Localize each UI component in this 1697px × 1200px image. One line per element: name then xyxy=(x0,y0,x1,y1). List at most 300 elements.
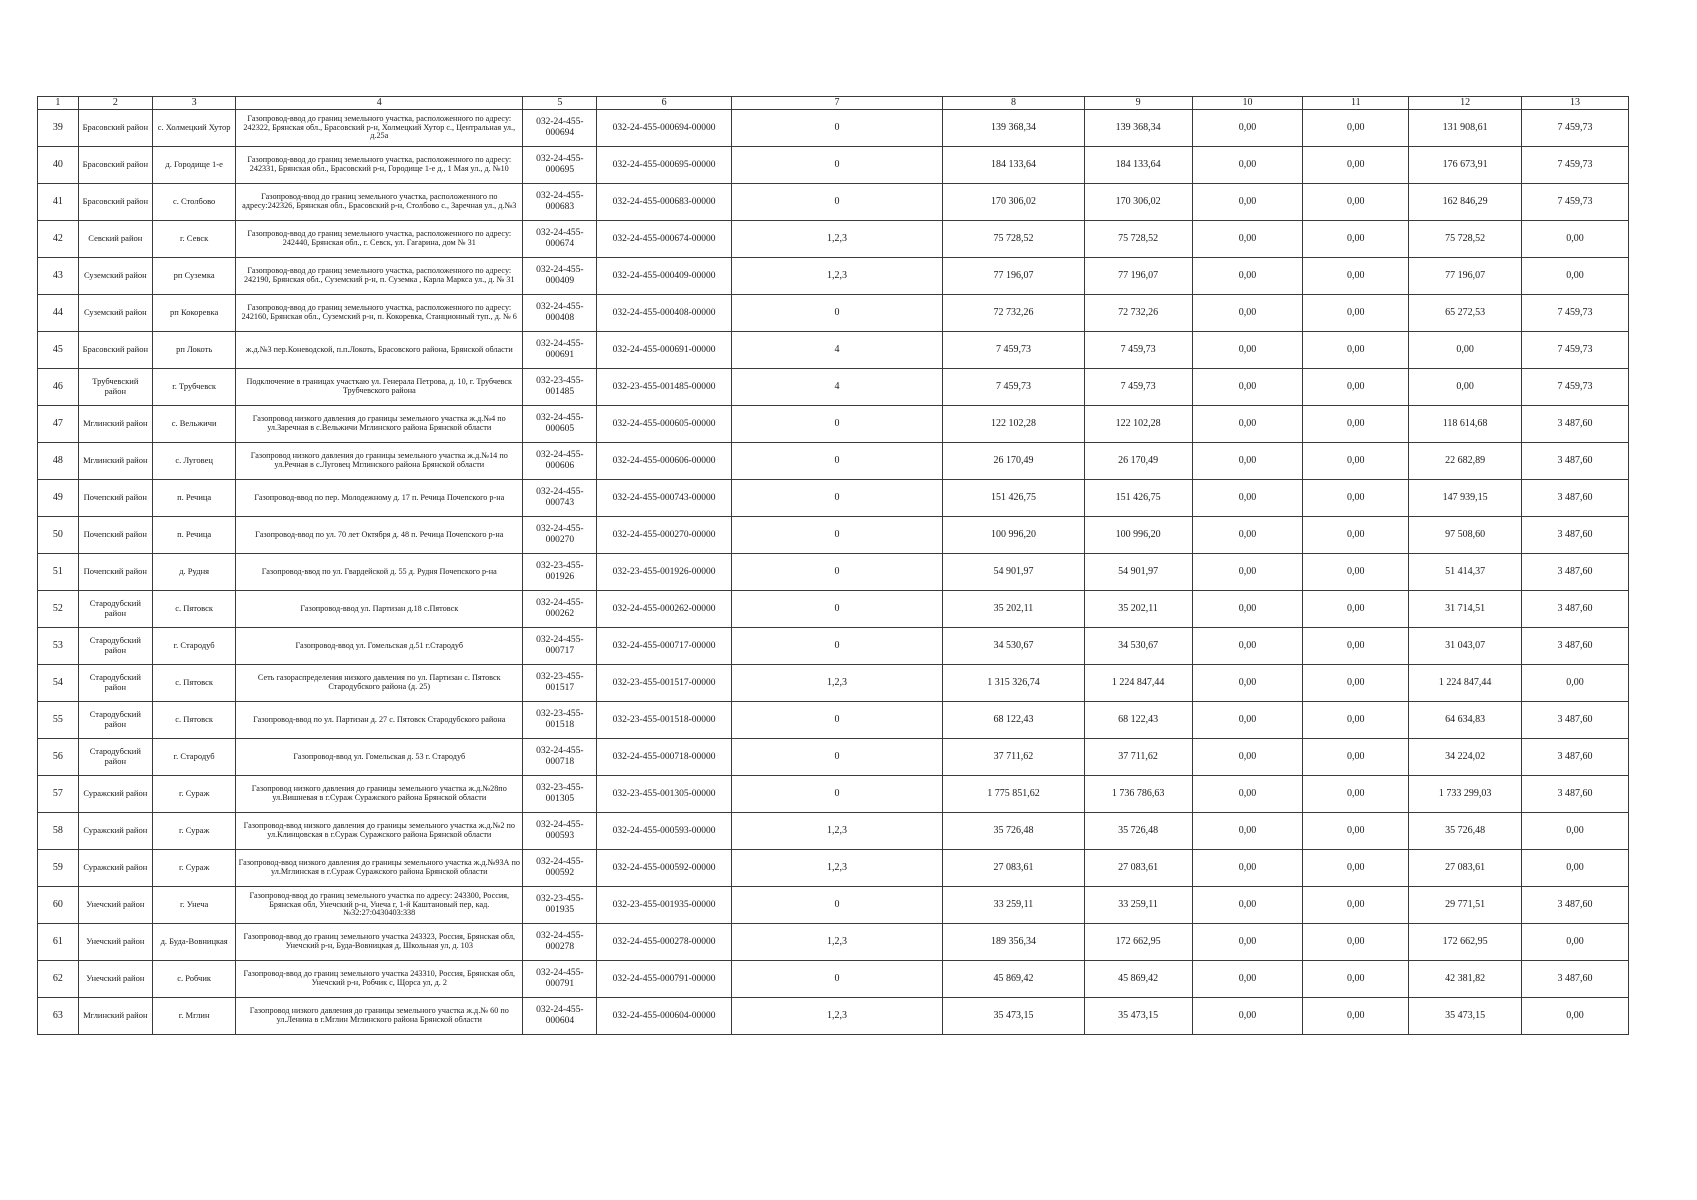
amount-cell: 7 459,73 xyxy=(1084,369,1192,406)
inventory-number-cell: 032-24-455-000717 xyxy=(523,628,597,665)
group-code-cell: 1,2,3 xyxy=(731,924,943,961)
amount-cell: 0,00 xyxy=(1303,591,1409,628)
amount-cell: 0,00 xyxy=(1192,221,1303,258)
object-code-cell: 032-24-455-000683-00000 xyxy=(597,184,731,221)
amount-cell: 151 426,75 xyxy=(943,480,1084,517)
amount-cell: 0,00 xyxy=(1192,147,1303,184)
amount-cell: 0,00 xyxy=(1192,406,1303,443)
amount-cell: 189 356,34 xyxy=(943,924,1084,961)
locality-cell: с. Пятовск xyxy=(152,591,235,628)
amount-cell: 22 682,89 xyxy=(1409,443,1522,480)
amount-cell: 45 869,42 xyxy=(943,961,1084,998)
amount-cell: 0,00 xyxy=(1192,887,1303,924)
amount-cell: 118 614,68 xyxy=(1409,406,1522,443)
amount-cell: 0,00 xyxy=(1522,221,1629,258)
object-description-cell: Газопровод-ввод до границ земельного участка, расположенного по адресу: 242322, Брянская обл., Брасовский р-н, Холмецкий Хутор с., Центральная ул., д.25а xyxy=(236,110,523,147)
object-code-cell: 032-24-455-000691-00000 xyxy=(597,332,731,369)
amount-cell: 172 662,95 xyxy=(1409,924,1522,961)
amount-cell: 0,00 xyxy=(1522,924,1629,961)
amount-cell: 0,00 xyxy=(1303,110,1409,147)
object-code-cell: 032-23-455-001517-00000 xyxy=(597,665,731,702)
district-cell: Стародубский район xyxy=(78,702,152,739)
table-row xyxy=(38,258,1629,295)
district-cell: Стародубский район xyxy=(78,591,152,628)
amount-cell: 0,00 xyxy=(1192,628,1303,665)
amount-cell: 0,00 xyxy=(1303,480,1409,517)
row-number-cell: 45 xyxy=(38,332,79,369)
locality-cell: с. Робчик xyxy=(152,961,235,998)
amount-cell: 0,00 xyxy=(1192,295,1303,332)
amount-cell: 0,00 xyxy=(1522,998,1629,1035)
group-code-cell: 0 xyxy=(731,554,943,591)
inventory-number-cell: 032-24-455-000674 xyxy=(523,221,597,258)
amount-cell: 0,00 xyxy=(1192,813,1303,850)
object-code-cell: 032-23-455-001926-00000 xyxy=(597,554,731,591)
amount-cell: 27 083,61 xyxy=(943,850,1084,887)
amount-cell: 35 473,15 xyxy=(943,998,1084,1035)
object-description-cell: Газопровод-ввод ул. Партизан д.18 с.Пятовск xyxy=(236,591,523,628)
amount-cell: 64 634,83 xyxy=(1409,702,1522,739)
amount-cell: 139 368,34 xyxy=(1084,110,1192,147)
amount-cell: 3 487,60 xyxy=(1522,739,1629,776)
amount-cell: 122 102,28 xyxy=(1084,406,1192,443)
amount-cell: 3 487,60 xyxy=(1522,406,1629,443)
object-description-cell: Газопровод-ввод до границ земельного участка, расположенного по адресу: 242440, Брянская обл., г. Севск, ул. Гагарина, дом № 31 xyxy=(236,221,523,258)
inventory-number-cell: 032-24-455-000408 xyxy=(523,295,597,332)
amount-cell: 100 996,20 xyxy=(943,517,1084,554)
object-code-cell: 032-24-455-000695-00000 xyxy=(597,147,731,184)
row-number-cell: 54 xyxy=(38,665,79,702)
amount-cell: 35 202,11 xyxy=(943,591,1084,628)
inventory-number-cell: 032-23-455-001517 xyxy=(523,665,597,702)
amount-cell: 176 673,91 xyxy=(1409,147,1522,184)
amount-cell: 3 487,60 xyxy=(1522,480,1629,517)
district-cell: Суражский район xyxy=(78,776,152,813)
amount-cell: 0,00 xyxy=(1192,480,1303,517)
inventory-number-cell: 032-24-455-000743 xyxy=(523,480,597,517)
inventory-number-cell: 032-24-455-000694 xyxy=(523,110,597,147)
amount-cell: 0,00 xyxy=(1303,554,1409,591)
object-code-cell: 032-24-455-000717-00000 xyxy=(597,628,731,665)
locality-cell: г. Сураж xyxy=(152,776,235,813)
locality-cell: рп Суземка xyxy=(152,258,235,295)
row-number-cell: 57 xyxy=(38,776,79,813)
table-row xyxy=(38,184,1629,221)
locality-cell: г. Сураж xyxy=(152,813,235,850)
district-cell: Мглинский район xyxy=(78,406,152,443)
amount-cell: 0,00 xyxy=(1522,258,1629,295)
group-code-cell: 0 xyxy=(731,184,943,221)
object-description-cell: Газопровод-ввод до границ земельного участка 243323, Россия, Брянская обл, Унечский р-н, Буда-Вовницкая д, Школьная ул, д. 103 xyxy=(236,924,523,961)
row-number-cell: 63 xyxy=(38,998,79,1035)
locality-cell: г. Мглин xyxy=(152,998,235,1035)
amount-cell: 27 083,61 xyxy=(1409,850,1522,887)
row-number-cell: 56 xyxy=(38,739,79,776)
district-cell: Стародубский район xyxy=(78,628,152,665)
table-row xyxy=(38,295,1629,332)
table-row xyxy=(38,147,1629,184)
amount-cell: 0,00 xyxy=(1192,517,1303,554)
object-code-cell: 032-24-455-000408-00000 xyxy=(597,295,731,332)
amount-cell: 0,00 xyxy=(1303,332,1409,369)
column-header: 3 xyxy=(152,97,235,110)
locality-cell: г. Унеча xyxy=(152,887,235,924)
object-description-cell: Газопровод-ввод до границ земельного участка по адресу: 243300, Россия, Брянская обл, Унечский р-н, Унеча г, 1-й Каштановый пер, кад. №32:27:0430403:338 xyxy=(236,887,523,924)
locality-cell: г. Стародуб xyxy=(152,628,235,665)
amount-cell: 0,00 xyxy=(1303,258,1409,295)
amount-cell: 122 102,28 xyxy=(943,406,1084,443)
amount-cell: 0,00 xyxy=(1192,702,1303,739)
amount-cell: 0,00 xyxy=(1409,332,1522,369)
column-header: 5 xyxy=(523,97,597,110)
row-number-cell: 47 xyxy=(38,406,79,443)
row-number-cell: 62 xyxy=(38,961,79,998)
amount-cell: 37 711,62 xyxy=(943,739,1084,776)
inventory-number-cell: 032-24-455-000270 xyxy=(523,517,597,554)
amount-cell: 0,00 xyxy=(1303,813,1409,850)
locality-cell: рп Локоть xyxy=(152,332,235,369)
district-cell: Суземский район xyxy=(78,258,152,295)
amount-cell: 0,00 xyxy=(1192,850,1303,887)
amount-cell: 151 426,75 xyxy=(1084,480,1192,517)
amount-cell: 139 368,34 xyxy=(943,110,1084,147)
amount-cell: 51 414,37 xyxy=(1409,554,1522,591)
district-cell: Брасовский район xyxy=(78,184,152,221)
object-description-cell: Газопровод-ввод до границ земельного участка, расположенного по адресу: 242190, Брянская обл., Суземский р-н, п. Суземка , Карла Маркса ул., д. № 31 xyxy=(236,258,523,295)
locality-cell: г. Трубчевск xyxy=(152,369,235,406)
column-header: 7 xyxy=(731,97,943,110)
locality-cell: д. Рудня xyxy=(152,554,235,591)
district-cell: Суражский район xyxy=(78,813,152,850)
column-header: 2 xyxy=(78,97,152,110)
row-number-cell: 52 xyxy=(38,591,79,628)
object-description-cell: Газопровод-ввод до границ земельного участка, расположенного по адресу:242326, Брянская обл., Брасовский р-н, Столбово с., Заречная ул., д.№3 xyxy=(236,184,523,221)
column-header: 12 xyxy=(1409,97,1522,110)
group-code-cell: 0 xyxy=(731,702,943,739)
amount-cell: 0,00 xyxy=(1192,332,1303,369)
district-cell: Почепский район xyxy=(78,517,152,554)
group-code-cell: 0 xyxy=(731,406,943,443)
inventory-number-cell: 032-24-455-000791 xyxy=(523,961,597,998)
inventory-number-cell: 032-24-455-000593 xyxy=(523,813,597,850)
object-description-cell: ж.д.№3 пер.Коневодской, п.п.Локоть, Брасовского района, Брянской области xyxy=(236,332,523,369)
inventory-number-cell: 032-24-455-000278 xyxy=(523,924,597,961)
object-description-cell: Подключение в границах участкаю ул. Генерала Петрова, д. 10, г. Трубчевск Трубчевского района xyxy=(236,369,523,406)
amount-cell: 3 487,60 xyxy=(1522,591,1629,628)
amount-cell: 0,00 xyxy=(1303,850,1409,887)
table-row xyxy=(38,776,1629,813)
amount-cell: 75 728,52 xyxy=(1084,221,1192,258)
amount-cell: 7 459,73 xyxy=(943,332,1084,369)
amount-cell: 68 122,43 xyxy=(1084,702,1192,739)
group-code-cell: 1,2,3 xyxy=(731,665,943,702)
amount-cell: 184 133,64 xyxy=(1084,147,1192,184)
locality-cell: г. Сураж xyxy=(152,850,235,887)
amount-cell: 29 771,51 xyxy=(1409,887,1522,924)
row-number-cell: 50 xyxy=(38,517,79,554)
amount-cell: 77 196,07 xyxy=(943,258,1084,295)
amount-cell: 3 487,60 xyxy=(1522,628,1629,665)
row-number-cell: 39 xyxy=(38,110,79,147)
amount-cell: 0,00 xyxy=(1522,850,1629,887)
amount-cell: 77 196,07 xyxy=(1409,258,1522,295)
inventory-number-cell: 032-23-455-001935 xyxy=(523,887,597,924)
table-row xyxy=(38,924,1629,961)
table-row xyxy=(38,850,1629,887)
amount-cell: 0,00 xyxy=(1192,591,1303,628)
amount-cell: 0,00 xyxy=(1192,776,1303,813)
amount-cell: 170 306,02 xyxy=(943,184,1084,221)
amount-cell: 0,00 xyxy=(1303,998,1409,1035)
column-header: 9 xyxy=(1084,97,1192,110)
amount-cell: 0,00 xyxy=(1303,369,1409,406)
amount-cell: 54 901,97 xyxy=(1084,554,1192,591)
row-number-cell: 41 xyxy=(38,184,79,221)
amount-cell: 72 732,26 xyxy=(1084,295,1192,332)
locality-cell: с. Вельжичи xyxy=(152,406,235,443)
amount-cell: 1 736 786,63 xyxy=(1084,776,1192,813)
inventory-number-cell: 032-24-455-000409 xyxy=(523,258,597,295)
row-number-cell: 55 xyxy=(38,702,79,739)
locality-cell: с. Пятовск xyxy=(152,702,235,739)
amount-cell: 0,00 xyxy=(1303,665,1409,702)
object-description-cell: Газопровод-ввод по ул. 70 лет Октября д. 48 п. Речица Почепского р-на xyxy=(236,517,523,554)
district-cell: Почепский район xyxy=(78,480,152,517)
row-number-cell: 48 xyxy=(38,443,79,480)
amount-cell: 3 487,60 xyxy=(1522,554,1629,591)
table-body xyxy=(38,110,1629,1035)
header-row xyxy=(38,97,1629,110)
object-code-cell: 032-23-455-001485-00000 xyxy=(597,369,731,406)
group-code-cell: 1,2,3 xyxy=(731,998,943,1035)
amount-cell: 45 869,42 xyxy=(1084,961,1192,998)
row-number-cell: 51 xyxy=(38,554,79,591)
table-row xyxy=(38,998,1629,1035)
amount-cell: 3 487,60 xyxy=(1522,443,1629,480)
row-number-cell: 58 xyxy=(38,813,79,850)
amount-cell: 0,00 xyxy=(1303,739,1409,776)
amount-cell: 0,00 xyxy=(1303,961,1409,998)
amount-cell: 0,00 xyxy=(1192,369,1303,406)
table-row xyxy=(38,887,1629,924)
locality-cell: г. Стародуб xyxy=(152,739,235,776)
amount-cell: 7 459,73 xyxy=(1084,332,1192,369)
table-row xyxy=(38,813,1629,850)
object-code-cell: 032-24-455-000604-00000 xyxy=(597,998,731,1035)
locality-cell: п. Речица xyxy=(152,480,235,517)
object-code-cell: 032-24-455-000606-00000 xyxy=(597,443,731,480)
group-code-cell: 4 xyxy=(731,369,943,406)
row-number-cell: 60 xyxy=(38,887,79,924)
row-number-cell: 43 xyxy=(38,258,79,295)
amount-cell: 3 487,60 xyxy=(1522,887,1629,924)
inventory-number-cell: 032-23-455-001485 xyxy=(523,369,597,406)
inventory-number-cell: 032-24-455-000683 xyxy=(523,184,597,221)
object-description-cell: Газопровод низкого давления до границы земельного участка ж.д.№28по ул.Вишневая в г.Сураж Суражского района Брянской области xyxy=(236,776,523,813)
object-code-cell: 032-24-455-000674-00000 xyxy=(597,221,731,258)
district-cell: Стародубский район xyxy=(78,739,152,776)
column-header: 1 xyxy=(38,97,79,110)
district-cell: Мглинский район xyxy=(78,443,152,480)
amount-cell: 42 381,82 xyxy=(1409,961,1522,998)
amount-cell: 77 196,07 xyxy=(1084,258,1192,295)
amount-cell: 7 459,73 xyxy=(1522,184,1629,221)
table-row xyxy=(38,406,1629,443)
locality-cell: с. Луговец xyxy=(152,443,235,480)
district-cell: Брасовский район xyxy=(78,110,152,147)
table-row xyxy=(38,739,1629,776)
amount-cell: 3 487,60 xyxy=(1522,961,1629,998)
amount-cell: 3 487,60 xyxy=(1522,776,1629,813)
group-code-cell: 0 xyxy=(731,517,943,554)
amount-cell: 34 530,67 xyxy=(1084,628,1192,665)
amount-cell: 1 775 851,62 xyxy=(943,776,1084,813)
amount-cell: 147 939,15 xyxy=(1409,480,1522,517)
group-code-cell: 1,2,3 xyxy=(731,850,943,887)
amount-cell: 0,00 xyxy=(1192,443,1303,480)
amount-cell: 37 711,62 xyxy=(1084,739,1192,776)
group-code-cell: 1,2,3 xyxy=(731,813,943,850)
amount-cell: 172 662,95 xyxy=(1084,924,1192,961)
inventory-number-cell: 032-24-455-000604 xyxy=(523,998,597,1035)
object-code-cell: 032-24-455-000278-00000 xyxy=(597,924,731,961)
amount-cell: 1 733 299,03 xyxy=(1409,776,1522,813)
locality-cell: с. Пятовск xyxy=(152,665,235,702)
object-description-cell: Газопровод-ввод ул. Гомельская д. 53 г. Стародуб xyxy=(236,739,523,776)
amount-cell: 0,00 xyxy=(1192,665,1303,702)
amount-cell: 0,00 xyxy=(1303,221,1409,258)
amount-cell: 0,00 xyxy=(1303,295,1409,332)
amount-cell: 0,00 xyxy=(1303,702,1409,739)
amount-cell: 184 133,64 xyxy=(943,147,1084,184)
amount-cell: 7 459,73 xyxy=(1522,369,1629,406)
object-description-cell: Газопровод-ввод по пер. Молодежному д. 17 п. Речица Почепского р-на xyxy=(236,480,523,517)
amount-cell: 26 170,49 xyxy=(943,443,1084,480)
amount-cell: 65 272,53 xyxy=(1409,295,1522,332)
column-header: 6 xyxy=(597,97,731,110)
inventory-number-cell: 032-24-455-000606 xyxy=(523,443,597,480)
amount-cell: 0,00 xyxy=(1192,110,1303,147)
table-row xyxy=(38,221,1629,258)
object-description-cell: Газопровод-ввод низкого давления до границы земельного участка ж.д.№93А по ул.Мглинская в г.Сураж Суражского района Брянской области xyxy=(236,850,523,887)
amount-cell: 34 224,02 xyxy=(1409,739,1522,776)
district-cell: Брасовский район xyxy=(78,147,152,184)
amount-cell: 170 306,02 xyxy=(1084,184,1192,221)
amount-cell: 27 083,61 xyxy=(1084,850,1192,887)
amount-cell: 131 908,61 xyxy=(1409,110,1522,147)
object-description-cell: Газопровод-ввод до границ земельного участка, расположенного по адресу: 242331, Брянская обл., Брасовский р-н, Городище 1-е д., 1 Мая ул., д. №10 xyxy=(236,147,523,184)
column-header: 10 xyxy=(1192,97,1303,110)
amount-cell: 54 901,97 xyxy=(943,554,1084,591)
amount-cell: 3 487,60 xyxy=(1522,702,1629,739)
group-code-cell: 1,2,3 xyxy=(731,221,943,258)
amount-cell: 35 726,48 xyxy=(1084,813,1192,850)
amount-cell: 0,00 xyxy=(1303,184,1409,221)
inventory-number-cell: 032-23-455-001305 xyxy=(523,776,597,813)
inventory-number-cell: 032-24-455-000695 xyxy=(523,147,597,184)
table-row xyxy=(38,665,1629,702)
group-code-cell: 0 xyxy=(731,739,943,776)
table-row xyxy=(38,369,1629,406)
amount-cell: 0,00 xyxy=(1192,924,1303,961)
object-code-cell: 032-24-455-000743-00000 xyxy=(597,480,731,517)
row-number-cell: 40 xyxy=(38,147,79,184)
district-cell: Унечский район xyxy=(78,887,152,924)
amount-cell: 1 315 326,74 xyxy=(943,665,1084,702)
amount-cell: 68 122,43 xyxy=(943,702,1084,739)
district-cell: Брасовский район xyxy=(78,332,152,369)
inventory-number-cell: 032-24-455-000262 xyxy=(523,591,597,628)
object-code-cell: 032-24-455-000270-00000 xyxy=(597,517,731,554)
inventory-number-cell: 032-23-455-001926 xyxy=(523,554,597,591)
amount-cell: 75 728,52 xyxy=(1409,221,1522,258)
table-row xyxy=(38,554,1629,591)
table-row xyxy=(38,961,1629,998)
amount-cell: 0,00 xyxy=(1303,924,1409,961)
group-code-cell: 4 xyxy=(731,332,943,369)
group-code-cell: 0 xyxy=(731,443,943,480)
table-row xyxy=(38,332,1629,369)
column-header: 13 xyxy=(1522,97,1629,110)
table-row xyxy=(38,110,1629,147)
amount-cell: 7 459,73 xyxy=(1522,147,1629,184)
object-code-cell: 032-24-455-000409-00000 xyxy=(597,258,731,295)
locality-cell: д. Городище 1-е xyxy=(152,147,235,184)
group-code-cell: 0 xyxy=(731,887,943,924)
locality-cell: с. Холмецкий Хутор xyxy=(152,110,235,147)
amount-cell: 7 459,73 xyxy=(1522,110,1629,147)
object-code-cell: 032-24-455-000605-00000 xyxy=(597,406,731,443)
district-cell: Трубчевский район xyxy=(78,369,152,406)
amount-cell: 0,00 xyxy=(1192,998,1303,1035)
district-cell: Мглинский район xyxy=(78,998,152,1035)
amount-cell: 0,00 xyxy=(1192,184,1303,221)
object-code-cell: 032-24-455-000592-00000 xyxy=(597,850,731,887)
group-code-cell: 0 xyxy=(731,147,943,184)
amount-cell: 1 224 847,44 xyxy=(1084,665,1192,702)
column-header: 8 xyxy=(943,97,1084,110)
amount-cell: 35 473,15 xyxy=(1409,998,1522,1035)
amount-cell: 31 043,07 xyxy=(1409,628,1522,665)
object-description-cell: Газопровод-ввод по ул. Партизан д. 27 с. Пятовск Стародубского района xyxy=(236,702,523,739)
district-cell: Суземский район xyxy=(78,295,152,332)
row-number-cell: 46 xyxy=(38,369,79,406)
group-code-cell: 0 xyxy=(731,110,943,147)
amount-cell: 0,00 xyxy=(1303,628,1409,665)
amount-cell: 0,00 xyxy=(1192,739,1303,776)
group-code-cell: 0 xyxy=(731,295,943,332)
amount-cell: 72 732,26 xyxy=(943,295,1084,332)
amount-cell: 31 714,51 xyxy=(1409,591,1522,628)
column-header: 11 xyxy=(1303,97,1409,110)
amount-cell: 33 259,11 xyxy=(1084,887,1192,924)
district-cell: Стародубский район xyxy=(78,665,152,702)
amount-cell: 0,00 xyxy=(1192,961,1303,998)
row-number-cell: 59 xyxy=(38,850,79,887)
row-number-cell: 61 xyxy=(38,924,79,961)
object-description-cell: Газопровод-ввод по ул. Гвардейской д. 55 д. Рудня Почепского р-на xyxy=(236,554,523,591)
group-code-cell: 0 xyxy=(731,776,943,813)
object-code-cell: 032-23-455-001305-00000 xyxy=(597,776,731,813)
row-number-cell: 42 xyxy=(38,221,79,258)
district-cell: Унечский район xyxy=(78,961,152,998)
amount-cell: 0,00 xyxy=(1192,554,1303,591)
table-row xyxy=(38,480,1629,517)
group-code-cell: 0 xyxy=(731,961,943,998)
inventory-number-cell: 032-23-455-001518 xyxy=(523,702,597,739)
district-cell: Почепский район xyxy=(78,554,152,591)
amount-cell: 0,00 xyxy=(1303,147,1409,184)
